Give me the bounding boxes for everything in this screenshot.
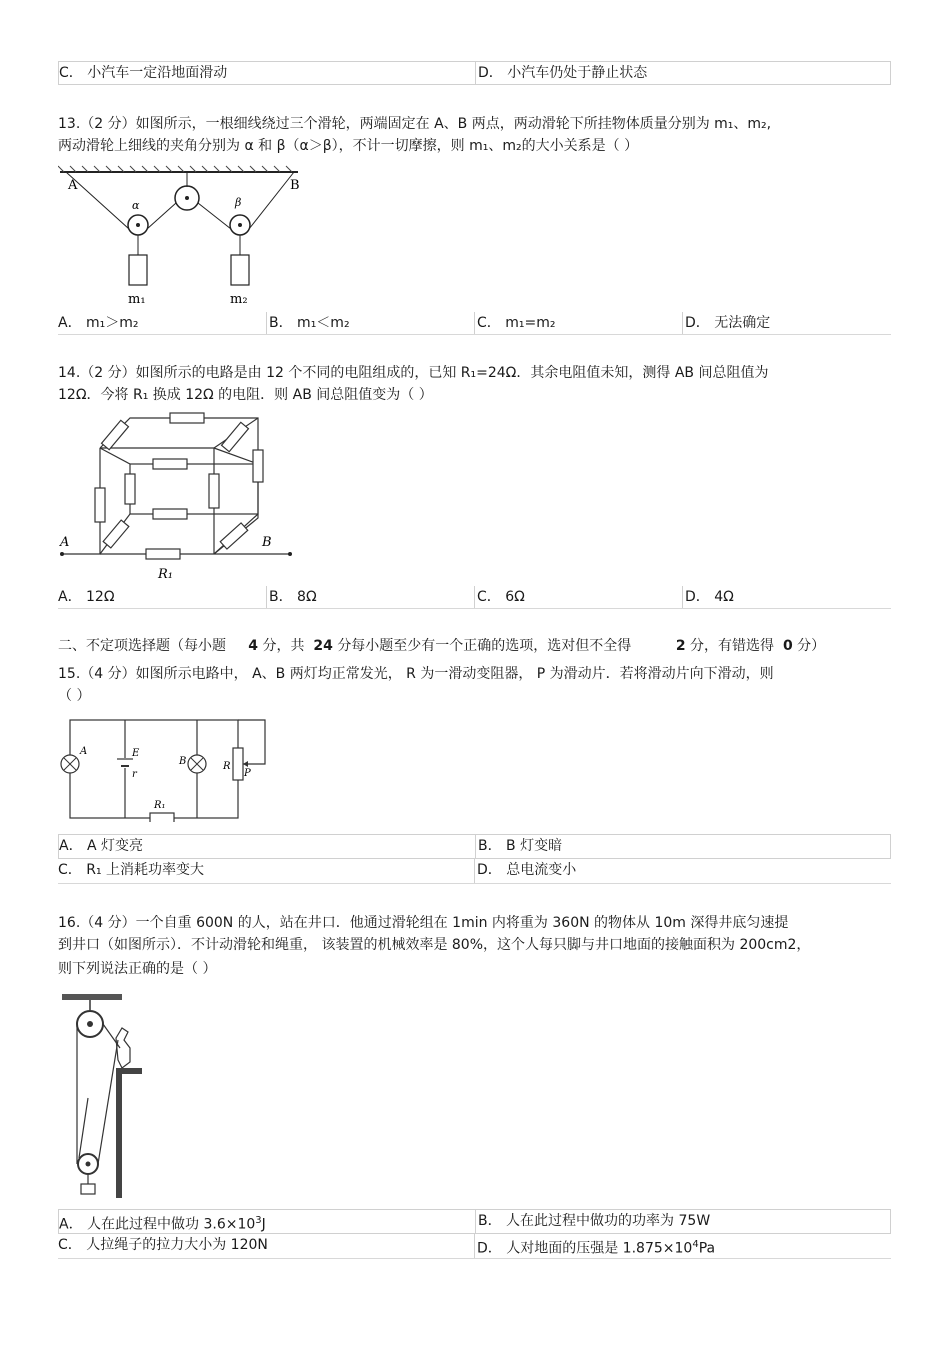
q13-option-b[interactable]: B． m₁＜m₂: [266, 312, 477, 334]
q15-stem-line2: （ ）: [58, 688, 91, 704]
q13-mass-m1: [129, 255, 147, 285]
q16-pulley-well-figure: [58, 988, 153, 1200]
q14-option-a[interactable]: A． 12Ω: [58, 589, 115, 605]
q16-person-icon: [116, 1028, 130, 1068]
section-2-heading: 二、不定项选择题（每小题 4 分，共 24 分每小题至少有一个正确的选项，选对但不全得 2 分，有错选得 0 分）: [58, 638, 826, 654]
q13-label-m1: m₁: [128, 292, 146, 307]
q13-option-d[interactable]: D． 无法确定: [682, 312, 894, 334]
q15-option-a[interactable]: A． A 灯变亮: [59, 838, 144, 854]
q14-options-row: [58, 586, 891, 609]
q13-mass-m2: [231, 255, 249, 285]
q13-label-b: B: [290, 178, 300, 193]
q13-label-beta: β: [235, 196, 242, 209]
q14-stem-line2: 12Ω．今将 R₁ 换成 12Ω 的电阻．则 AB 间总阻值变为（ ）: [58, 387, 433, 403]
q13-stem-line2: 两动滑轮上细线的夹角分别为 α 和 β（α＞β），不计一切摩擦，则 m₁、m₂的大小关系是（ ）: [58, 138, 639, 154]
q14-label-b: B: [262, 535, 272, 550]
q15-label-r: r: [132, 769, 137, 780]
q16-options-row1: [58, 1209, 891, 1234]
q12-options-row: [58, 61, 891, 85]
q16-stem-line1: 16.（4 分）一个自重 600N 的人，站在井口．他通过滑轮组在 1min 内将重为 360N 的物体从 10m 深得井底匀速提: [58, 915, 789, 931]
q16-option-a[interactable]: A． 人在此过程中做功 $3.6\times 10^3J$: [59, 1215, 266, 1233]
q14-stem-line1: 14.（2 分）如图所示的电路是由 12 个不同的电阻组成的，已知 R₁=24Ω．其余电阻值未知，测得 AB 间总阻值为: [58, 365, 769, 381]
q14-option-b[interactable]: B． 8Ω: [266, 586, 477, 608]
q15-rheostat: [233, 748, 243, 780]
q15-option-b[interactable]: B． B 灯变暗: [475, 835, 893, 858]
q14-label-r1: R₁: [158, 567, 173, 582]
q16-stem-line2: 到井口（如图所示）．不计动滑轮和绳重， 该装置的机械效率是 80%，这个人每只脚与井口地面的接触面积为 200cm2，: [58, 937, 811, 953]
q13-option-a[interactable]: A． m₁＞m₂: [58, 315, 139, 331]
q15-stem-line1: 15.（4 分）如图所示电路中， A、B 两灯均正常发光， R 为一滑动变阻器， P 为滑动片．若将滑动片向下滑动，则: [58, 666, 774, 682]
q12-option-c[interactable]: C． 小汽车一定沿地面滑动: [59, 65, 228, 81]
q15-options-row2: [58, 859, 891, 884]
q15-label-p: P: [244, 768, 251, 779]
q15-label-rr: R: [223, 761, 231, 772]
q14-option-d[interactable]: D． 4Ω: [682, 586, 894, 608]
q15-option-d[interactable]: D． 总电流变小: [474, 859, 892, 883]
q15-label-a: A: [80, 746, 88, 757]
q13-options-row: [58, 312, 891, 335]
q16-options-row2: [58, 1234, 891, 1259]
q13-option-c[interactable]: C． m₁=m₂: [474, 312, 685, 334]
q15-label-e: E: [132, 748, 140, 759]
q16-stem-line3: 则下列说法正确的是（ ）: [58, 961, 217, 977]
q13-label-alpha: α: [132, 199, 140, 212]
q15-option-c[interactable]: C． R₁ 上消耗功率变大: [58, 862, 205, 878]
q13-stem-line1: 13.（2 分）如图所示，一根细线绕过三个滑轮，两端固定在 A、B 两点，两动滑轮下所挂物体质量分别为 m₁、m₂,: [58, 116, 772, 132]
q16-option-c[interactable]: C． 人拉绳子的拉力大小为 120N: [58, 1237, 268, 1253]
q16-option-b[interactable]: B． 人在此过程中做功的功率为 75W: [475, 1210, 893, 1233]
q12-option-d[interactable]: D． 小汽车仍处于静止状态: [475, 62, 893, 84]
q15-circuit-figure: [58, 714, 273, 822]
q15-label-b: B: [179, 756, 187, 767]
q15-options-row1: [58, 834, 891, 859]
q14-option-c[interactable]: C． 6Ω: [474, 586, 685, 608]
q15-label-r1: R₁: [154, 800, 166, 811]
q16-option-d[interactable]: D． 人对地面的压强是 $1.875\times 10^4Pa$: [474, 1234, 892, 1258]
q13-pulley-figure: [58, 165, 318, 310]
q14-label-a: A: [60, 535, 70, 550]
q16-weight: [81, 1184, 95, 1194]
q14-resistor-cube-figure: [58, 408, 293, 583]
q13-label-a: A: [68, 178, 78, 193]
q13-label-m2: m₂: [230, 292, 248, 307]
